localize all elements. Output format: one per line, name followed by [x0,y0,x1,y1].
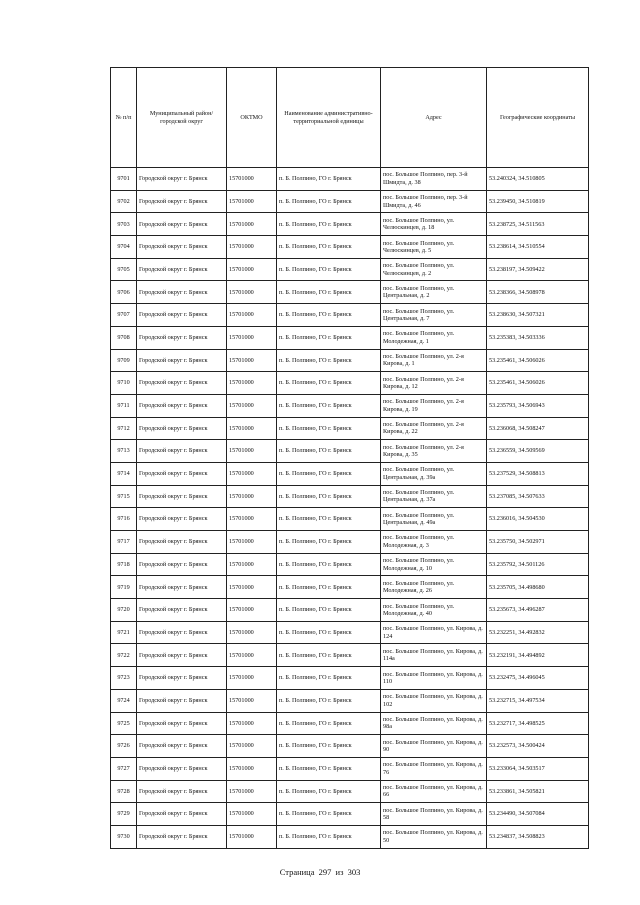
cell-address: пос. Большое Полпино, ул. Челюскинцев, д. 2 [381,258,487,281]
cell-municipality: Городской округ г. Брянск [137,803,227,826]
cell-coords: 53.232717, 34.498525 [487,712,589,735]
header-num: № п/п [111,68,137,168]
table-row [111,621,589,644]
cell-coords: 53.234490, 34.507084 [487,803,589,826]
cell-municipality: Городской округ г. Брянск [137,236,227,259]
cell-unit: п. Б. Полпино, ГО г. Брянск [277,372,381,395]
cell-unit: п. Б. Полпино, ГО г. Брянск [277,349,381,372]
cell-coords: 53.236559, 34.509569 [487,440,589,463]
cell-coords: 53.235750, 34.502971 [487,531,589,554]
cell-municipality: Городской округ г. Брянск [137,599,227,622]
cell-address: пос. Большое Полпино, ул. 2-я Кирова, д. 22 [381,417,487,440]
page-word: Страница [279,867,315,877]
cell-address: пос. Большое Полпино, ул. Кирова, д. 90 [381,735,487,758]
page-of: из [335,867,344,877]
page-current: 297 [318,867,332,877]
cell-oktmo: 15701000 [227,258,277,281]
cell-municipality: Городской округ г. Брянск [137,417,227,440]
page-footer [0,867,640,877]
cell-coords: 53.235461, 34.506026 [487,372,589,395]
cell-address: пос. Большое Полпино, ул. Кирова, д. 76 [381,757,487,780]
cell-unit: п. Б. Полпино, ГО г. Брянск [277,735,381,758]
cell-num: 9717 [111,531,137,554]
cell-coords: 53.232475, 34.496045 [487,667,589,690]
cell-municipality: Городской округ г. Брянск [137,394,227,417]
cell-unit: п. Б. Полпино, ГО г. Брянск [277,304,381,327]
cell-coords: 53.232715, 34.497534 [487,689,589,712]
cell-num: 9727 [111,757,137,780]
cell-municipality: Городской округ г. Брянск [137,621,227,644]
cell-coords: 53.235793, 34.506943 [487,394,589,417]
cell-num: 9704 [111,236,137,259]
cell-unit: п. Б. Полпино, ГО г. Брянск [277,757,381,780]
header-coords: Географические координаты [487,68,589,168]
cell-num: 9703 [111,213,137,236]
cell-unit: п. Б. Полпино, ГО г. Брянск [277,394,381,417]
cell-oktmo: 15701000 [227,417,277,440]
cell-oktmo: 15701000 [227,236,277,259]
cell-num: 9701 [111,168,137,191]
cell-num: 9716 [111,508,137,531]
cell-num: 9713 [111,440,137,463]
cell-unit: п. Б. Полпино, ГО г. Брянск [277,689,381,712]
cell-municipality: Городской округ г. Брянск [137,168,227,191]
cell-coords: 53.238197, 34.509422 [487,258,589,281]
cell-address: пос. Большое Полпино, ул. Центральная, д. 7 [381,304,487,327]
cell-coords: 53.232251, 34.492832 [487,621,589,644]
cell-oktmo: 15701000 [227,689,277,712]
table-row [111,281,589,304]
cell-oktmo: 15701000 [227,825,277,848]
cell-municipality: Городской округ г. Брянск [137,531,227,554]
cell-address: пос. Большое Полпино, пер. 3-й Шмидта, д. 38 [381,168,487,191]
cell-unit: п. Б. Полпино, ГО г. Брянск [277,190,381,213]
cell-address: пос. Большое Полпино, ул. Кирова, д. 114а [381,644,487,667]
table-row [111,168,589,191]
cell-oktmo: 15701000 [227,803,277,826]
cell-municipality: Городской округ г. Брянск [137,304,227,327]
table-row [111,508,589,531]
cell-coords: 53.235383, 34.503336 [487,326,589,349]
table-row [111,712,589,735]
cell-oktmo: 15701000 [227,349,277,372]
cell-municipality: Городской округ г. Брянск [137,825,227,848]
cell-num: 9725 [111,712,137,735]
cell-oktmo: 15701000 [227,757,277,780]
cell-coords: 53.235673, 34.496287 [487,599,589,622]
cell-unit: п. Б. Полпино, ГО г. Брянск [277,485,381,508]
cell-address: пос. Большое Полпино, ул. Центральная, д. 37а [381,485,487,508]
cell-coords: 53.238630, 34.507321 [487,304,589,327]
cell-coords: 53.238725, 34.511563 [487,213,589,236]
cell-coords: 53.235792, 34.501126 [487,553,589,576]
cell-municipality: Городской округ г. Брянск [137,281,227,304]
table-header-row [111,68,589,168]
cell-num: 9721 [111,621,137,644]
cell-unit: п. Б. Полпино, ГО г. Брянск [277,780,381,803]
cell-coords: 53.233861, 34.505821 [487,780,589,803]
cell-num: 9720 [111,599,137,622]
header-unit: Наименование административно-территориальной единицы [277,68,381,168]
cell-municipality: Городской округ г. Брянск [137,735,227,758]
cell-unit: п. Б. Полпино, ГО г. Брянск [277,553,381,576]
cell-oktmo: 15701000 [227,304,277,327]
cell-municipality: Городской округ г. Брянск [137,780,227,803]
header-municipality: Муниципальный район/городской округ [137,68,227,168]
table-row [111,803,589,826]
cell-address: пос. Большое Полпино, ул. Молодежная, д. 3 [381,531,487,554]
cell-coords: 53.238614, 34.510554 [487,236,589,259]
table-row [111,236,589,259]
cell-municipality: Городской округ г. Брянск [137,462,227,485]
cell-address: пос. Большое Полпино, ул. Кирова, д. 102 [381,689,487,712]
cell-unit: п. Б. Полпино, ГО г. Брянск [277,440,381,463]
cell-unit: п. Б. Полпино, ГО г. Брянск [277,236,381,259]
cell-oktmo: 15701000 [227,372,277,395]
cell-oktmo: 15701000 [227,508,277,531]
table-row [111,213,589,236]
cell-num: 9711 [111,394,137,417]
cell-oktmo: 15701000 [227,485,277,508]
table-row [111,349,589,372]
table-row [111,258,589,281]
table-row [111,644,589,667]
cell-municipality: Городской округ г. Брянск [137,712,227,735]
cell-num: 9708 [111,326,137,349]
cell-municipality: Городской округ г. Брянск [137,326,227,349]
cell-address: пос. Большое Полпино, ул. Центральная, д. 39а [381,462,487,485]
cell-unit: п. Б. Полпино, ГО г. Брянск [277,599,381,622]
table-row [111,735,589,758]
table-row [111,689,589,712]
cell-num: 9712 [111,417,137,440]
cell-unit: п. Б. Полпино, ГО г. Брянск [277,508,381,531]
table-row [111,190,589,213]
cell-address: пос. Большое Полпино, ул. Челюскинцев, д. 18 [381,213,487,236]
cell-municipality: Городской округ г. Брянск [137,372,227,395]
cell-num: 9705 [111,258,137,281]
cell-oktmo: 15701000 [227,712,277,735]
cell-unit: п. Б. Полпино, ГО г. Брянск [277,803,381,826]
cell-num: 9728 [111,780,137,803]
cell-address: пос. Большое Полпино, ул. Центральная, д. 49а [381,508,487,531]
cell-num: 9710 [111,372,137,395]
cell-address: пос. Большое Полпино, ул. Кирова, д. 58 [381,803,487,826]
cell-oktmo: 15701000 [227,780,277,803]
cell-oktmo: 15701000 [227,326,277,349]
cell-unit: п. Б. Полпино, ГО г. Брянск [277,281,381,304]
cell-num: 9714 [111,462,137,485]
cell-municipality: Городской округ г. Брянск [137,485,227,508]
table-row [111,757,589,780]
cell-address: пос. Большое Полпино, ул. Центральная, д. 2 [381,281,487,304]
cell-address: пос. Большое Полпино, ул. Молодежная, д. 1 [381,326,487,349]
cell-coords: 53.235461, 34.506026 [487,349,589,372]
table-row [111,485,589,508]
cell-address: пос. Большое Полпино, ул. Кирова, д. 66 [381,780,487,803]
cell-municipality: Городской округ г. Брянск [137,644,227,667]
cell-unit: п. Б. Полпино, ГО г. Брянск [277,326,381,349]
cell-oktmo: 15701000 [227,281,277,304]
table-row [111,440,589,463]
cell-oktmo: 15701000 [227,531,277,554]
cell-municipality: Городской округ г. Брянск [137,258,227,281]
cell-oktmo: 15701000 [227,394,277,417]
cell-unit: п. Б. Полпино, ГО г. Брянск [277,168,381,191]
cell-oktmo: 15701000 [227,735,277,758]
cell-oktmo: 15701000 [227,190,277,213]
cell-address: пос. Большое Полпино, ул. Молодежная, д. 10 [381,553,487,576]
cell-oktmo: 15701000 [227,644,277,667]
table-row [111,531,589,554]
cell-unit: п. Б. Полпино, ГО г. Брянск [277,213,381,236]
cell-municipality: Городской округ г. Брянск [137,553,227,576]
table-row [111,825,589,848]
cell-address: пос. Большое Полпино, ул. 2-я Кирова, д. 12 [381,372,487,395]
cell-unit: п. Б. Полпино, ГО г. Брянск [277,667,381,690]
page-total: 303 [347,867,361,877]
cell-num: 9706 [111,281,137,304]
cell-num: 9723 [111,667,137,690]
cell-municipality: Городской округ г. Брянск [137,757,227,780]
cell-unit: п. Б. Полпино, ГО г. Брянск [277,621,381,644]
table-row [111,576,589,599]
header-address: Адрес [381,68,487,168]
table-row [111,780,589,803]
table-row [111,599,589,622]
table-row [111,462,589,485]
cell-unit: п. Б. Полпино, ГО г. Брянск [277,644,381,667]
cell-num: 9715 [111,485,137,508]
cell-unit: п. Б. Полпино, ГО г. Брянск [277,417,381,440]
cell-coords: 53.240324, 34.510805 [487,168,589,191]
header-oktmo: ОКТМО [227,68,277,168]
cell-coords: 53.234837, 34.508823 [487,825,589,848]
cell-address: пос. Большое Полпино, ул. 2-я Кирова, д. 35 [381,440,487,463]
cell-oktmo: 15701000 [227,667,277,690]
cell-municipality: Городской округ г. Брянск [137,349,227,372]
cell-address: пос. Большое Полпино, ул. Челюскинцев, д. 5 [381,236,487,259]
cell-oktmo: 15701000 [227,576,277,599]
cell-coords: 53.232191, 34.494892 [487,644,589,667]
table-row [111,417,589,440]
cell-coords: 53.237085, 34.507633 [487,485,589,508]
cell-unit: п. Б. Полпино, ГО г. Брянск [277,462,381,485]
table-row [111,553,589,576]
cell-num: 9709 [111,349,137,372]
cell-municipality: Городской округ г. Брянск [137,440,227,463]
cell-municipality: Городской округ г. Брянск [137,213,227,236]
cell-coords: 53.236068, 34.508247 [487,417,589,440]
cell-num: 9730 [111,825,137,848]
cell-oktmo: 15701000 [227,213,277,236]
cell-coords: 53.237529, 34.508813 [487,462,589,485]
cell-municipality: Городской округ г. Брянск [137,508,227,531]
cell-coords: 53.238366, 34.508978 [487,281,589,304]
cell-unit: п. Б. Полпино, ГО г. Брянск [277,825,381,848]
cell-coords: 53.236016, 34.504530 [487,508,589,531]
cell-num: 9726 [111,735,137,758]
cell-address: пос. Большое Полпино, ул. Кирова, д. 50 [381,825,487,848]
cell-oktmo: 15701000 [227,168,277,191]
cell-coords: 53.232573, 34.500424 [487,735,589,758]
table-row [111,326,589,349]
table-row [111,394,589,417]
cell-num: 9719 [111,576,137,599]
cell-coords: 53.235705, 34.498680 [487,576,589,599]
cell-address: пос. Большое Полпино, ул. Молодежная, д. 26 [381,576,487,599]
cell-oktmo: 15701000 [227,553,277,576]
cell-oktmo: 15701000 [227,599,277,622]
cell-num: 9724 [111,689,137,712]
cell-num: 9707 [111,304,137,327]
cell-address: пос. Большое Полпино, ул. Кирова, д. 124 [381,621,487,644]
cell-municipality: Городской округ г. Брянск [137,689,227,712]
cell-oktmo: 15701000 [227,621,277,644]
table-row [111,372,589,395]
cell-unit: п. Б. Полпино, ГО г. Брянск [277,712,381,735]
cell-address: пос. Большое Полпино, пер. 3-й Шмидта, д. 46 [381,190,487,213]
cell-municipality: Городской округ г. Брянск [137,576,227,599]
cell-num: 9718 [111,553,137,576]
table-row [111,304,589,327]
cell-municipality: Городской округ г. Брянск [137,190,227,213]
cell-coords: 53.233064, 34.503517 [487,757,589,780]
cell-num: 9702 [111,190,137,213]
cell-unit: п. Б. Полпино, ГО г. Брянск [277,258,381,281]
cell-oktmo: 15701000 [227,462,277,485]
cell-address: пос. Большое Полпино, ул. Кирова, д. 98а [381,712,487,735]
registry-table [110,67,589,849]
cell-unit: п. Б. Полпино, ГО г. Брянск [277,576,381,599]
cell-unit: п. Б. Полпино, ГО г. Брянск [277,531,381,554]
cell-address: пос. Большое Полпино, ул. Молодежная, д. 40 [381,599,487,622]
cell-num: 9729 [111,803,137,826]
cell-address: пос. Большое Полпино, ул. Кирова, д. 110 [381,667,487,690]
cell-num: 9722 [111,644,137,667]
cell-address: пос. Большое Полпино, ул. 2-я Кирова, д. 19 [381,394,487,417]
cell-address: пос. Большое Полпино, ул. 2-я Кирова, д. 1 [381,349,487,372]
cell-municipality: Городской округ г. Брянск [137,667,227,690]
table-row [111,667,589,690]
cell-coords: 53.239450, 34.510819 [487,190,589,213]
cell-oktmo: 15701000 [227,440,277,463]
